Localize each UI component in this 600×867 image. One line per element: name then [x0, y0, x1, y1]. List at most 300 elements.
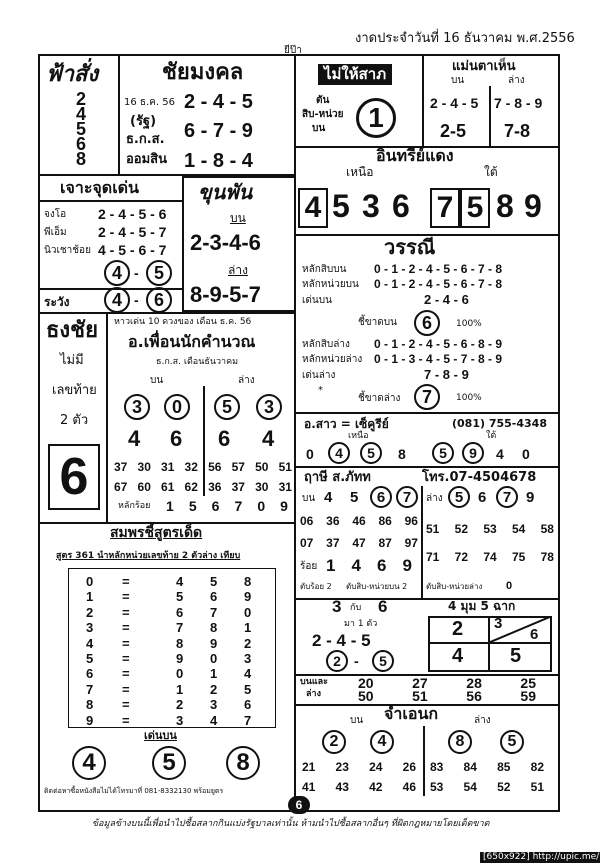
- phuean-hundred-num: 6: [211, 498, 220, 514]
- mum-title: 4 มุม 5 ฉาก: [448, 599, 516, 613]
- ruesi-foot: ตับสิบ-หน่วยบน 2: [346, 582, 408, 591]
- thongchai-digit: 6: [48, 444, 100, 510]
- ruesi-bottom-num: 6: [478, 489, 487, 506]
- chaimongkol-label: 16 ธ.ค. 56: [124, 97, 175, 108]
- jamnok-circle: 8: [448, 730, 472, 754]
- sompor-formula: สูตร 361 นำหลักหน่วยเลขท้าย 2 ตัวล่าง เทียบ: [56, 551, 241, 561]
- jamnok-row: [430, 780, 544, 794]
- wanni-star: *: [318, 385, 323, 396]
- sompor-table-row: [74, 589, 270, 604]
- sompor-cell: 0: [86, 574, 94, 589]
- jamnok-num: 53: [430, 780, 444, 794]
- maenta-col-bottom: ล่าง: [508, 75, 525, 86]
- sam-sub: มา 1 ตัว: [344, 619, 378, 629]
- jamnok-bottom: ล่าง: [474, 715, 491, 726]
- wanni-special: 6: [414, 310, 440, 336]
- sompor-cell: 8: [210, 620, 218, 636]
- sompor-cell: =: [122, 697, 130, 713]
- sompor-cell: =: [122, 681, 130, 697]
- jamnok-row: [302, 760, 416, 774]
- wanni-label: หลักหน่วยบน: [302, 279, 359, 290]
- jamnok-num: 43: [335, 780, 349, 794]
- phuean-num: 57: [231, 460, 245, 474]
- sam-circle: 5: [372, 650, 394, 672]
- ruesi-top-num: 4: [324, 489, 333, 506]
- wanni-value: 0 - 1 - 2 - 4 - 5 - 6 - 7 - 8: [374, 262, 503, 276]
- jamnok-title: จำเอนก: [384, 704, 439, 723]
- sompor-table-body: [74, 574, 270, 728]
- phuean-num: 32: [184, 460, 198, 474]
- sompor-cell: 6: [176, 604, 184, 620]
- thongchai-line: 2 ตัว: [60, 413, 89, 428]
- osao-num: 0: [522, 446, 530, 462]
- jamnok-row: [302, 780, 416, 794]
- phuean-num: 60: [137, 480, 151, 494]
- bonlang-label: บนและ: [300, 677, 329, 687]
- wanni-special-label: ชี้ขาดล่าง: [358, 393, 401, 404]
- sompor-cell: 1: [176, 681, 184, 697]
- wanni-label: หลักสิบบน: [302, 264, 347, 275]
- sam-line: 2 - 4 - 5: [312, 631, 371, 650]
- osao-north: เหนือ: [348, 431, 369, 441]
- phuean-hundred-num: 9: [280, 498, 288, 514]
- jamnok-num: 21: [302, 760, 316, 774]
- sompor-cell: 7: [176, 620, 184, 636]
- bonlang-num: 51: [412, 688, 428, 704]
- phuean-num: 61: [161, 480, 175, 494]
- maenta-value: 2-5: [440, 121, 467, 141]
- bonlang-num: 56: [466, 688, 482, 704]
- phuean-title: อ.เพื่อนนักคำนวณ: [128, 332, 256, 351]
- ruesi-top-line: [296, 466, 560, 468]
- thongchai-line: ไม่มี: [60, 353, 84, 368]
- jamnok-circle: 5: [500, 730, 524, 754]
- sompor-cell: 5: [244, 681, 252, 697]
- jojud-warn-circle: 4: [104, 287, 130, 313]
- ruesi-num: 47: [352, 536, 366, 550]
- sompor-cell: 8: [176, 635, 184, 651]
- jamnok-num: 41: [302, 780, 316, 794]
- jamnok-num: 82: [530, 760, 544, 774]
- jamnok-divider: [423, 726, 425, 796]
- ruesi-title: ฤาษี ส.ภัทท: [304, 470, 371, 485]
- sompor-cell: 4: [176, 574, 184, 589]
- sompor-cell: 7: [86, 681, 94, 697]
- phuean-sub: ธ.ก.ส. เดือนธันวาคม: [156, 357, 239, 367]
- sompor-cell: =: [122, 666, 130, 682]
- maihaisak-title: ไม่ให้สาภ: [318, 64, 392, 85]
- bonlang-row: [358, 688, 536, 704]
- ruesi-num: 75: [511, 550, 526, 564]
- sompor-cell: 1: [86, 589, 94, 605]
- indra-north: เหนือ: [346, 165, 374, 179]
- sompor-table-row: [74, 651, 270, 666]
- mum-cell: 5: [510, 645, 522, 667]
- chaimongkol-label: ออมสิน: [126, 152, 168, 167]
- fasang-digits: [68, 89, 94, 169]
- sompor-cell: 7: [244, 712, 252, 728]
- sompor-cell: 1: [244, 620, 252, 636]
- sam-kap: กับ: [350, 603, 362, 613]
- wanni-value: 0 - 1 - 2 - 4 - 5 - 6 - 7 - 8: [374, 277, 503, 291]
- page-disclaimer: ข้อมูลข้างบนนี้เพื่อนำไปซื้อสลากกินแบ่งรัฐบาลเท่านั้น ห้ามนำไปซื้อสลากอื่นๆ ที่ผิดกฎหมายโดยเด็ดขาด: [92, 819, 490, 829]
- phuean-hundred-num: 5: [188, 498, 197, 514]
- maenta-value: 7 - 8 - 9: [494, 95, 543, 111]
- sompor-cell: 0: [210, 650, 218, 666]
- sompor-cell: 8: [244, 574, 252, 589]
- ruesi-hundred-num: 4: [351, 556, 361, 575]
- ruesi-num: 52: [454, 522, 469, 536]
- ruesi-num: 54: [511, 522, 526, 536]
- jojud-circle: 4: [104, 260, 130, 286]
- bonlang-num: 50: [358, 688, 374, 704]
- phuean-hundred-num: 0: [257, 498, 266, 514]
- jamnok-num: 84: [463, 760, 477, 774]
- sompor-lead-circle: 4: [72, 746, 106, 780]
- ruesi-divider: [421, 486, 423, 598]
- sompor-cell: 4: [210, 712, 218, 728]
- sompor-cell: 2: [244, 635, 252, 651]
- phuean-big: 6: [218, 426, 231, 451]
- phuean-row: [114, 480, 292, 494]
- indra-digit: 7: [430, 188, 460, 228]
- phuean-note: หาวเด่น 10 ดวงของ เดือน ธ.ค. 56: [114, 317, 252, 327]
- sompor-cell: 5: [86, 650, 94, 666]
- sompor-cell: 3: [86, 620, 94, 636]
- phuean-num: 30: [255, 480, 269, 494]
- phuean-hundred-num: 7: [234, 498, 243, 514]
- page-number: 6: [288, 796, 310, 814]
- maihaisak-line: บน: [312, 123, 326, 134]
- indra-south: ใต้: [484, 165, 498, 179]
- chaimongkol-value: 6 - 7 - 9: [184, 120, 253, 142]
- jojud-label: จงโอ: [44, 209, 67, 220]
- jojud-label: พีเอ็ม: [44, 227, 67, 238]
- sompor-cell: 5: [176, 589, 184, 605]
- sompor-cell: =: [122, 650, 130, 666]
- jamnok-num: 83: [430, 760, 444, 774]
- sompor-table-row: [74, 574, 270, 589]
- wanni-label: เด่นบน: [302, 295, 332, 306]
- sompor-cell: 3: [244, 650, 252, 666]
- ruesi-num: 78: [540, 550, 554, 564]
- ruesi-row: [426, 522, 554, 536]
- phuean-row: [114, 460, 292, 474]
- ruesi-foot: ตับร้อย 2: [300, 582, 332, 591]
- maenta-value: 7-8: [504, 121, 531, 141]
- osao-num: 0: [306, 446, 314, 462]
- ruesi-phone: โทร.07-4504678: [422, 470, 537, 485]
- sompor-table-row: [74, 605, 270, 620]
- wanni-pct: 100%: [456, 393, 482, 403]
- ruesi-row: [300, 514, 418, 528]
- jojud-warn-circle: 6: [146, 287, 172, 313]
- bonlang-num: 25: [520, 675, 536, 691]
- bonlang-num: 27: [412, 675, 428, 691]
- sam-a: 3: [332, 597, 342, 616]
- jamnok-num: 42: [369, 780, 383, 794]
- khunphan-top: บน: [230, 211, 246, 225]
- sompor-cell: 0: [176, 666, 184, 682]
- sompor-table-row: [74, 666, 270, 681]
- sompor-table-row: [74, 636, 270, 651]
- fasang-digit: 5: [75, 119, 86, 139]
- phuean-bottom: ล่าง: [238, 375, 255, 386]
- sompor-cell: 7: [210, 604, 218, 620]
- ruesi-num: 51: [426, 522, 440, 536]
- ruesi-num: 86: [378, 514, 392, 528]
- ruesi-num: 36: [326, 514, 340, 528]
- phuean-big: 4: [128, 426, 141, 451]
- ruesi-foot: ตับสิบ-หน่วยล่าง: [426, 582, 483, 591]
- ruesi-hundred-num: 1: [326, 556, 336, 575]
- phuean-num: 62: [184, 480, 198, 494]
- maihaisak-digit: 1: [356, 98, 396, 138]
- chaimongkol-value: 2 - 4 - 5: [184, 91, 253, 113]
- ruesi-bottom-circle: 5: [448, 486, 470, 508]
- sompor-cell: 9: [176, 650, 184, 666]
- sompor-cell: =: [122, 589, 130, 605]
- wanni-label: เด่นล่าง: [302, 370, 336, 381]
- ruesi-top-circle: 7: [396, 486, 418, 508]
- phuean-num: 37: [114, 460, 128, 474]
- indra-digit: 4: [298, 188, 328, 228]
- phuean-num: 36: [208, 480, 222, 494]
- sam-b: 6: [378, 597, 388, 616]
- osao-num: 8: [398, 446, 406, 462]
- osao-south: ใต้: [486, 431, 497, 441]
- sompor-top-line: [40, 522, 296, 524]
- wanni-value: 0 - 1 - 2 - 4 - 5 - 6 - 8 - 9: [374, 337, 503, 351]
- phuean-num: 37: [231, 480, 245, 494]
- jojud-label: นิวเชาช้อย: [44, 245, 91, 256]
- ruesi-row: [300, 536, 418, 550]
- indra-digit: 5: [332, 188, 350, 224]
- bonlang-num: 59: [520, 688, 536, 704]
- jamnok-num: 26: [402, 760, 416, 774]
- ruesi-hundred-row: [326, 556, 412, 576]
- khunphan-bottom: ล่าง: [228, 263, 248, 277]
- ruesi-bottom-num: 9: [526, 489, 535, 506]
- fasang-digit: 2: [75, 89, 86, 109]
- ruesi-num: 74: [483, 550, 497, 564]
- sompor-table-row: [74, 682, 270, 697]
- jamnok-num: 52: [497, 780, 511, 794]
- phuean-big: 6: [170, 426, 183, 451]
- ruesi-num: 53: [483, 522, 497, 536]
- ruesi-top-circle: 6: [370, 486, 392, 508]
- sompor-cell: 9: [244, 589, 252, 605]
- jamnok-num: 46: [402, 780, 416, 794]
- sompor-cell: 3: [210, 697, 218, 713]
- phuean-big: 4: [262, 426, 275, 451]
- sompor-table-row: [74, 620, 270, 635]
- sompor-footer: ติดต่อหาซื้อหนังสือไม่ได้โทรมาที่ 081-8332130 พร้อมยูตร: [44, 787, 224, 795]
- chaimongkol-label: ธ.ก.ส.: [126, 132, 165, 147]
- mum-cell: 3: [494, 615, 503, 632]
- header-mark: ยีป๊า: [284, 45, 302, 56]
- jojud-value: 4 - 5 - 6 - 7: [98, 242, 167, 258]
- thongchai-line: เลขท้าย: [52, 383, 97, 398]
- jojud-title: เจาะจุดเด่น: [60, 178, 139, 197]
- indra-digit: 9: [524, 188, 542, 224]
- phuean-num: 50: [255, 460, 269, 474]
- khunphan-bottom-value: 8-9-5-7: [190, 282, 261, 307]
- sam-circle: 2: [326, 650, 348, 672]
- bonlang-num: 20: [358, 675, 374, 691]
- sompor-cell: =: [122, 620, 130, 636]
- phuean-hundred-label: หลักร้อย: [118, 501, 151, 511]
- wanni-special-label: ชี้ขาดบน: [358, 317, 397, 328]
- jamnok-num: 51: [530, 780, 544, 794]
- ruesi-num: 46: [352, 514, 366, 528]
- mum-cell: 4: [452, 645, 464, 667]
- chaimongkol-label: (รัฐ): [130, 114, 157, 129]
- phuean-num: 51: [278, 460, 292, 474]
- maihaisak-line: ตัน: [316, 95, 330, 106]
- jamnok-num: 23: [335, 760, 349, 774]
- sompor-cell: 6: [244, 697, 252, 713]
- ruesi-num: 71: [426, 550, 440, 564]
- indra-title: อินทรีย์แดง: [376, 146, 454, 165]
- wanni-value: 0 - 1 - 3 - 4 - 5 - 7 - 8 - 9: [374, 352, 503, 366]
- osao-phone: (081) 755-4348: [452, 417, 547, 430]
- indra-digit: 3: [362, 188, 380, 224]
- mum-cell: 2: [452, 618, 464, 640]
- maenta-title: แม่นตาเห็น: [452, 59, 516, 74]
- sompor-lead-circle: 5: [152, 746, 186, 780]
- osao-circle: 4: [328, 442, 350, 464]
- wanni-value: 2 - 4 - 6: [424, 292, 469, 307]
- sompor-cell: 1: [210, 666, 218, 682]
- sompor-cell: 8: [86, 697, 94, 713]
- jojud-warn-label: ระวัง: [44, 295, 70, 309]
- ruesi-num: 06: [300, 514, 314, 528]
- jamnok-top: บน: [350, 715, 364, 726]
- sompor-cell: 4: [244, 666, 252, 682]
- wanni-special: 7: [414, 384, 440, 410]
- jojud-title-line: [40, 200, 182, 202]
- jamnok-num: 54: [463, 780, 477, 794]
- bonlang-label: ล่าง: [306, 689, 321, 699]
- maenta-value: 2 - 4 - 5: [430, 95, 479, 111]
- wanni-title: วรรณี: [384, 235, 436, 259]
- phuean-num: 31: [278, 480, 292, 494]
- phuean-circle: 0: [164, 394, 190, 420]
- sompor-table-row: [74, 697, 270, 712]
- ruesi-num: 96: [404, 514, 418, 528]
- ruesi-hundred-num: 6: [377, 556, 387, 575]
- osao-circle: 9: [462, 442, 484, 464]
- maenta-col-top: บน: [451, 75, 465, 86]
- ruesi-num: 58: [540, 522, 554, 536]
- khunphan-top-value: 2-3-4-6: [190, 230, 261, 255]
- jamnok-num: 24: [369, 760, 383, 774]
- phuean-num: 31: [161, 460, 175, 474]
- khunphan-title: ขุนพัน: [198, 180, 253, 204]
- bonlang-num: 28: [466, 675, 482, 691]
- maenta-divider: [489, 86, 491, 146]
- mum-cell: 6: [530, 626, 539, 643]
- chaimongkol-title: ชัยมงคล: [162, 60, 244, 85]
- fasang-digit: 4: [75, 104, 86, 124]
- ruesi-hundred: ร้อย: [300, 561, 318, 572]
- jojud-value: 2 - 4 - 5 - 7: [98, 224, 167, 240]
- phuean-circle: 3: [124, 394, 150, 420]
- jamnok-circle: 4: [370, 730, 394, 754]
- osao-num: 4: [496, 446, 504, 462]
- ruesi-num: 07: [300, 536, 314, 550]
- sam-dash: -: [354, 653, 359, 669]
- ruesi-top: บน: [302, 493, 316, 504]
- phuean-hundred-row: [166, 498, 288, 514]
- sompor-table-row: [74, 713, 270, 728]
- jamnok-row: [430, 760, 544, 774]
- sompor-cell: 9: [210, 635, 218, 651]
- sompor-cell: 2: [210, 681, 218, 697]
- ruesi-top-num: 5: [350, 489, 359, 506]
- watermark: [650x922] http://upic.me/: [480, 852, 600, 863]
- sompor-cell: 0: [244, 604, 252, 620]
- jojud-value: 2 - 4 - 5 - 6: [98, 206, 167, 222]
- sompor-cell: 6: [210, 589, 218, 605]
- sompor-lead-circle: 8: [226, 746, 260, 780]
- osao-top-line: [296, 412, 560, 414]
- sompor-cell: 6: [86, 666, 94, 682]
- indra-digit: 5: [460, 188, 490, 228]
- sompor-cell: 9: [86, 712, 94, 728]
- jamnok-num: 85: [497, 760, 511, 774]
- jamnok-circle: 2: [322, 730, 346, 754]
- fasang-title: ฟ้าสั่ง: [46, 62, 99, 87]
- wanni-label: หลักสิบล่าง: [302, 339, 350, 350]
- ruesi-row: [426, 550, 554, 564]
- maihaisak-line: สิบ-หน่วย: [302, 109, 344, 120]
- jojud-circle: 5: [146, 260, 172, 286]
- sompor-cell: 4: [86, 635, 94, 651]
- phuean-num: 67: [114, 480, 128, 494]
- ruesi-num: 87: [378, 536, 392, 550]
- ruesi-hundred-num: 9: [402, 556, 412, 575]
- header-title: งาดประจำวันที่ 16 ธันวาคม พ.ศ.2556: [355, 31, 575, 46]
- indra-digit: 6: [392, 188, 410, 224]
- phuean-circle: 3: [256, 394, 282, 420]
- chaimongkol-value: 1 - 8 - 4: [184, 150, 253, 172]
- sompor-lead: เด่นบน: [144, 729, 177, 742]
- wanni-pct: 100%: [456, 319, 482, 329]
- sompor-title: สมพรชี้สูตรเด็ด: [110, 525, 203, 541]
- ruesi-num: 37: [326, 536, 340, 550]
- phuean-top: บน: [150, 375, 164, 386]
- osao-title: อ.สาว = เซ็คูรีย์: [304, 417, 389, 431]
- wanni-value: 7 - 8 - 9: [424, 367, 469, 382]
- phuean-hundred-num: 1: [166, 498, 174, 514]
- indra-digit: 8: [496, 188, 514, 224]
- phuean-circle: 5: [214, 394, 240, 420]
- sompor-cell: 2: [176, 697, 184, 713]
- sompor-cell: =: [122, 635, 130, 651]
- jojud-dash: -: [134, 292, 139, 308]
- sompor-cell: =: [122, 604, 130, 620]
- osao-circle: 5: [360, 442, 382, 464]
- ruesi-bottom-circle: 7: [496, 486, 518, 508]
- jojud-dash: -: [134, 265, 139, 281]
- sompor-cell: =: [122, 712, 130, 728]
- phuean-num: 56: [208, 460, 222, 474]
- wanni-label: หลักหน่วยล่าง: [302, 354, 363, 365]
- ruesi-num: 97: [404, 536, 418, 550]
- osao-circle: 5: [432, 442, 454, 464]
